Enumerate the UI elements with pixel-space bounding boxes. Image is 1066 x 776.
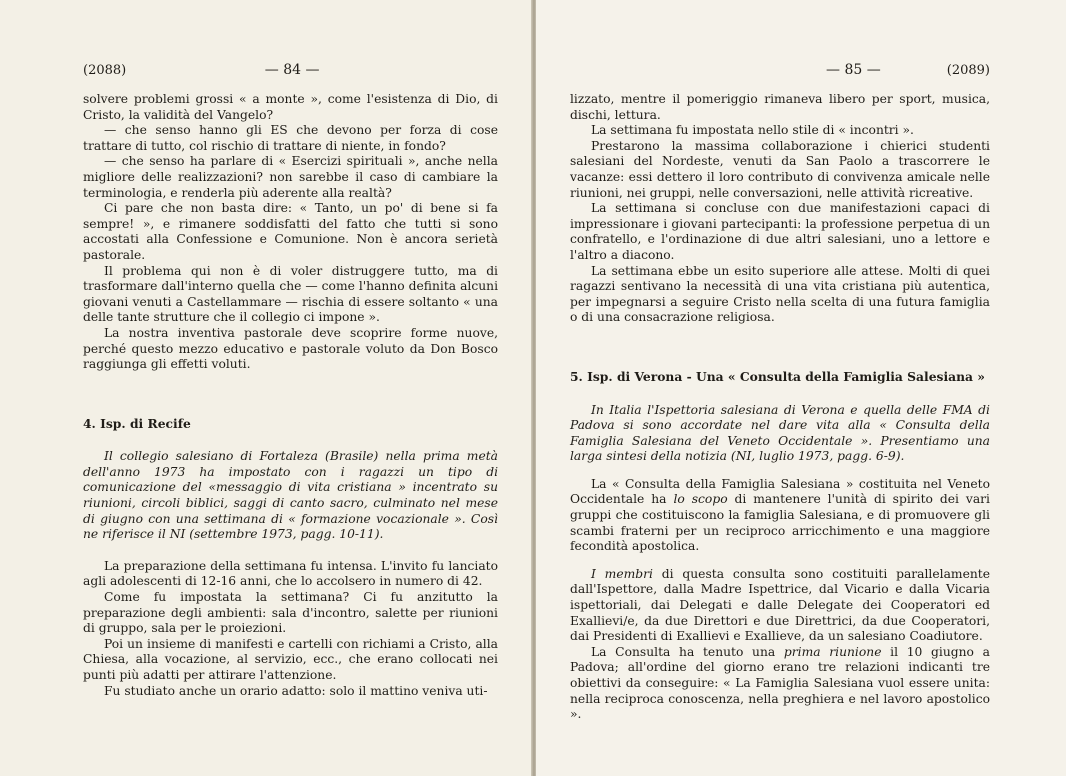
left-page-number: — 84 — — [264, 62, 320, 78]
paragraph: I membri di questa consulta sono costituiti parallelamente dall'Ispettore, dalla Madre Ispettrice, dal Vicario e dalla Vicaria ispettoriali, dai Delegati e dalle Delegate dei Cooperatori ed Exallievi/e, da due Direttori e due Direttrici, da due Cooperatori, dai Presidenti di Exallievi e Exallieve, da un salesiano Coadiutore. — [570, 566, 990, 644]
right-page — [536, 0, 1066, 776]
right-archive-number: (2089) — [946, 63, 990, 78]
paragraph: Prestarono la massima collaborazione i chierici studenti salesiani del Nordeste, venuti da San Paolo a trascorrere le vacanze: essi dettero il loro contributo di convivenza amicale nelle riunioni, nei gruppi, nelle conversazioni, nelle attività ricreative. — [570, 138, 990, 200]
paragraph: Ci pare che non basta dire: « Tanto, un po' di bene si fa sempre! », e rimanere soddisfatti del fatto che tutti si sono accostati alla Confessione e Comunione. Non è ancora serietà pastorale. — [83, 201, 498, 262]
paragraph: La Consulta ha tenuto una prima riunione il 10 giugno a Padova; all'ordine del giorno erano tre relazioni indicanti tre obiettivi da conseguire: « La Famiglia Salesiana vuol essere unita: nella reciproca conoscenza, nella preghiera e nel lavoro apostolico ». — [570, 644, 990, 722]
paragraph: — che senso ha parlare di « Esercizi spirituali », anche nella migliore delle realizzazioni? non sarebbe il caso di cambiare la terminologia, e renderla più aderente alla realtà? — [83, 154, 498, 200]
paragraph: — che senso hanno gli ES che devono per forza di cose trattare di tutto, col rischio di trattare di niente, in fondo? — [83, 123, 498, 153]
section-heading: 5. Isp. di Verona - Una « Consulta della Famiglia Salesiana » — [570, 368, 985, 384]
paragraph: Come fu impostata la settimana? Ci fu anzitutto la preparazione degli ambienti: sala d'incontro, salette per riunioni di gruppo, sala per le proiezioni. — [83, 590, 498, 636]
paragraph: La settimana fu impostata nello stile di « incontri ». — [591, 123, 914, 138]
left-running-head — [83, 62, 498, 92]
paragraph: solvere problemi grossi « a monte », come l'esistenza di Dio, di Cristo, la validità del Vangelo? — [83, 92, 498, 122]
right-page-number: — 85 — — [826, 62, 881, 78]
paragraph: lizzato, mentre il pomeriggio rimaneva libero per sport, musica, dischi, lettura. — [570, 92, 990, 122]
paragraph: La settimana si concluse con due manifestazioni capaci di impressionare i giovani partecipanti: la professione perpetua di un confratello, e l'ordinazione di due altri salesiani, uno a lettore e l'altro a diacono. — [570, 201, 990, 262]
left-archive-number: (2088) — [83, 63, 127, 78]
paragraph: La « Consulta della Famiglia Salesiana » costituita nel Veneto Occidentale ha lo scopo di mantenere l'unità di spirito dei vari gruppi che costituiscono la famiglia Salesiana, e di promuovere gli scambi fraterni per un reciproco arricchimento e una maggiore fecondità apostolica. — [570, 476, 990, 554]
paragraph: La preparazione della settimana fu intensa. L'invito fu lanciato agli adolescenti di 12-16 anni, che lo accolsero in numero di 42. — [83, 558, 498, 589]
left-page — [0, 0, 532, 776]
section-intro: In Italia l'Ispettoria salesiana di Verona e quella delle FMA di Padova si sono accordate nel dare vita alla « Consulta della Famiglia Salesiana del Veneto Occidentale ». Presentiamo una larga sintesi della notizia (NI, luglio 1973, pagg. 6-9). — [570, 402, 990, 464]
section-heading: 4. Isp. di Recife — [83, 415, 191, 431]
paragraph: La settimana ebbe un esito superiore alle attese. Molti di quei ragazzi sentivano la necessità di una vita cristiana più autentica, per impegnarsi a seguire Cristo nella scelta di una futura famiglia o di una consacrazione religiosa. — [570, 263, 990, 325]
right-running-head — [570, 62, 990, 92]
paragraph: La nostra inventiva pastorale deve scoprire forme nuove, perché questo mezzo educativo e pastorale voluto da Don Bosco raggiunga gli effetti voluti. — [83, 325, 498, 372]
paragraph: Poi un insieme di manifesti e cartelli con richiami a Cristo, alla Chiesa, alla vocazione, al servizio, ecc., che erano collocati nei punti più adatti per attirare l'attenzione. — [83, 636, 498, 682]
section-intro: Il collegio salesiano di Fortaleza (Brasile) nella prima metà dell'anno 1973 ha impostato con i ragazzi un tipo di comunicazione del «messaggio di vita cristiana » incentrato su riunioni, circoli biblici, saggi di canto sacro, culminato nel mese di giugno con una settimana di « formazione vocazionale ». Così ne riferisce il NI (settembre 1973, pagg. 10-11). — [83, 449, 498, 542]
paragraph: Il problema qui non è di voler distruggere tutto, ma di trasformare dall'interno quella che — come l'hanno definita alcuni giovani venuti a Castellammare — rischia di essere soltanto « una delle tante strutture che il collegio ci impone ». — [83, 263, 498, 325]
paragraph: Fu studiato anche un orario adatto: solo il mattino veniva uti- — [104, 683, 488, 698]
